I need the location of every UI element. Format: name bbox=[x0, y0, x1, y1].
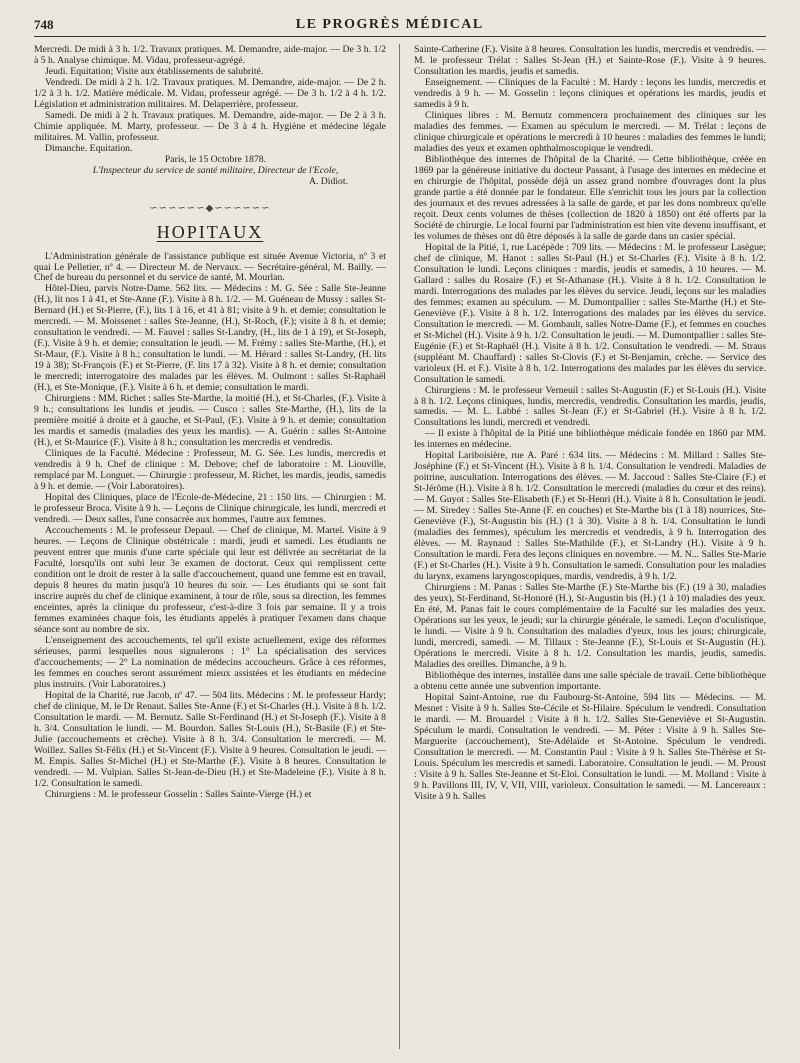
article-paragraph: Cliniques libres : M. Bernutz commencera prochainement des cliniques sur les maladies des femmes. — Examen au spéculum le mercredi. — M. Trélat : leçons de clinique chirurgicale et opérations le mercredi à 10 heures : maladies des femmes le lundi; maladies des yeux et examen ophthalmoscopique le vendredi. bbox=[414, 109, 766, 154]
section-title: HOPITAUX bbox=[156, 222, 264, 243]
page-header bbox=[34, 14, 766, 37]
column-divider bbox=[399, 44, 400, 1049]
running-title: LE PROGRÈS MÉDICAL bbox=[295, 17, 484, 32]
article-paragraph: Hopital de la Charité, rue Jacob, nº 47. — 504 lits. Médecins : M. le professeur Hardy; chef de clinique, M. le Dr Renaut. Salles Ste-Anne (F.) et St-Charles (H.). Visite à 8 h. 1/2. Consultation le mardi. — M. Bernutz. Salle St-Ferdinand (H.) et St-Joseph (F.). Visite à 8 h. 3/4. Consultation le lundi. — M. Bourdon. Salles St-Louis (H.), St-Basile (F.) et Ste-Julie (accouchements et crèche). Visite à 8 h. 3/4. Consultation le mercredi. — M. Woillez. Salles St-Félix (H.) et St-Vincent (F.). Visite à 9 heures. Consultation le jeudi. — M. Empis. Salles St-Michel (H.) et Ste-Marthe (F.). Visite à 8 heures. Consultation le vendredi. — M. Vulpian. Salles St-Jean-de-Dieu (H.) et Ste-Madeleine (F.). Visite à 8 h. 1/2. Consultation le samedi. bbox=[34, 689, 386, 789]
article-paragraph: Chirurgiens : M. le professeur Gosselin : Salles Sainte-Vierge (H.) et bbox=[45, 788, 312, 800]
section-ornament: ∽∽∽∽∽∽◆∽∽∽∽∽∽ bbox=[149, 202, 271, 214]
schedule-paragraph: Vendredi. De midi à 2 h. 1/2. Travaux pratiques. M. Demandre, aide-major. — De 2 h. 1/2 à 3 h. 1/2. Matière médicale. M. Vidau, professeur agrégé. — De 3 h. 1/2 à 4 h. 1/2. Législation et administration militaires. M. Delaperrière, professeur. bbox=[34, 76, 386, 110]
article-paragraph: Accouchements : M. le professeur Depaul. — Chef de clinique, M. Martel. Visite à 9 heures. — Leçons de Clinique obstétricale : mardi, jeudi et samedi. Les étudiants ne peuvent entrer que munis d'une carte spéciale qui leur est délivrée au secrétariat de la Faculté, lorsqu'ils ont subi leur 3e examen de doctorat. Ceux qui remplissent cette condition ont le droit de rester à la salle d'accouchement, quand une femme est en travail, depuis 8 heures du matin jusqu'à 10 heures du soir. — Les étudiants qui se sont fait inscrire auprès du chef de clinique examinent, à tour de rôle, sous sa direction, les femmes enceintes, après la clinique du professeur, c'est-à-dire 3 fois par semaine. Il y a trois femmes examinées chaque fois, les étudiants appelés à pratiquer l'examen dans chaque séance sont au nombre de six. bbox=[34, 525, 386, 635]
left-column bbox=[34, 44, 386, 1049]
article-paragraph: Chirurgiens : M. le professeur Verneuil : salles St-Augustin (F.) et St-Louis (H.). Visite à 8 h. 1/2. Leçons cliniques, lundis, mercredis, vendredis. Consultation les mardis, jeudis, samedis. — M. L. Labbé : salles St-Jean (F.) et St-Gabriel (H.). Visite à 8 h. 1/2. Consultations les lundi, mercredi et vendredi. bbox=[414, 384, 766, 429]
article-paragraph: Hopital de la Pitié, 1, rue Lacépède : 709 lits. — Médecins : M. le professeur Lasègue; chef de clinique, M. Hanot : salles St-Paul (H.) et St-Charles (F.). Visite à 8 h. 1/2. Consultation le lundi. Leçons cliniques : mardis, jeudis et samedis, à 10 heures. — M. Gallard : salles du Rosaire (F.) et St-Athanase (H.). Visite à 8 h. 1/2. Consultation le mardi. Interrogations des malades par les élèves du service. Jeudi, leçons sur les maladies des femmes; examen au spéculum. — M. Dumontpallier : salles Ste-Marthe (H.) et Ste-Geneviève (F.). Visite à 8 h. 1/2. Interrogations des malades par les élèves du service. Consultation le mercredi. — M. Gombault, salles Notre-Dame (F.), et femmes en couches et St-Michel (H.). Visite à 9 h. 1/2. Consultation le jeudi. — M. Dumontpallier : salles Ste-Eugénie (F.) et St-Raphaël (H.). Visite à 8 h. 1/2. Consultation le vendredi. — M. Straus (suppléant M. Chauffard) : salles St-Clovis (F.) et St-Benjamin, crèche. — Service des varioleux (H. et F.). Visite à 8 h. 1/2. Interrogations des malades par les élèves du service. Consultation le samedi. bbox=[414, 241, 766, 385]
article-paragraph: L'Administration générale de l'assistance publique est située Avenue Victoria, nº 3 et quai Le Pelletier, nº 4. — Directeur M. de Nervaux. — Secrétaire-général, M. Bailly. — Chef de bureau du personnel et du service de santé, M. Mourlan. bbox=[34, 250, 386, 284]
article-paragraph: Hopital Lariboisière, rue A. Paré : 634 lits. — Médecins : M. Millard : Salles Ste-Joséphine (F.) et St-Vincent (H.). Visite à 8 h. 1/4. Consultation le vendredi. Maladies de poitrine, auscultation. Interrogations des élèves. — M. Jaccoud : Salles Ste-Claire (F.) et St-Jérôme (H.). Visite à 8 h. 1/2. Consultation le mercredi (maladies du cœur et des reins). — M. Guyot : Salles Ste-Elisabeth (F.) et St-Henri (H.). Visite à 8 h. Consultation le jeudi. — M. Siredey : Salles Ste-Anne (F. en couches) et Ste-Marthe bis (1 à 18) nourrices, Ste-Geneviève (F.), St-Augustin bis (H.) (1 à 30). Visite à 8 h. 1/4. Consultation le lundi (maladies des femmes), spéculum les mercredis et vendredis, à 9 h. Interrogation des élèves. — M. Raynaud : Salles Ste-Mathilde (F.), et St-Landry (H.). Visite à 9 h. Consultation le mardi. Fera des leçons cliniques en novembre. — M. N... Salles Ste-Marie (F.) et St-Charles (H.). Visite à 9 h. Consultation le samedi. Consultation pour les maladies du larynx, examens laryngoscopiques, mardis, vendredis, à 9 h. 1/2. bbox=[414, 450, 766, 583]
article-paragraph: Hopital Saint-Antoine, rue du Faubourg-St-Antoine, 594 lits — Médecins. — M. Mesnet : Visite à 9 h. Salles Ste-Cécile et St-Hilaire. Spéculum le vendredi. Consultation le mardi. — M. Brouardel : Visite à 8 h. 1/2. Salles Ste-Geneviève et St-Augustin. Spéculum le mardi. Consultation le vendredi. — M. Péter : Visite à 9 h. Salles Ste-Marguerite (accouchement), Ste-Adélaïde et St-Antoine. Spéculum le vendredi. Consultation le mercredi. — M. Constantin Paul : Visite à 9 h. Salles Ste-Thérèse et St-Louis. Spéculum les mercredis et samedi. Laboratoire. Consultation le jeudi. — M. Proust : Visite à 9 h. Salles Ste-Jeanne et St-Eloi. Consultation le lundi. — M. Molland : Visite à 9 h. Pavillons III, IV, V, VII, VIII, varioleux. Consultation le samedi. — M. Lancereaux : Visite à 9 h. Salles bbox=[414, 692, 766, 802]
article-paragraph: Enseignement. — Cliniques de la Faculté : M. Hardy : leçons les lundis, mercredis et vendredis à 9 h. — M. Gosselin : leçons cliniques et opérations les mardis, jeudis et samedis à 9 h. bbox=[414, 76, 766, 110]
schedule-paragraph: Samedi. De midi à 2 h. Travaux pratiques. M. Demandre, aide-major. — De 2 à 3 h. Chimie appliquée. M. Marty, professeur. — De 3 à 4 h. Hygiène et médecine légale militaires. M. Vallin, professeur. bbox=[34, 109, 386, 143]
right-column bbox=[414, 44, 766, 1049]
article-paragraph: Hôtel-Dieu, parvis Notre-Dame. 562 lits. — Médecins : M. G. Sée : Salle Ste-Jeanne (H.), lit nos 1 à 41, et Ste-Anne (F.). Visite à 8 h. 1/2. — M. Guéneau de Mussy : salles St-Bernard (H.) et St-Pierre, (F.), lits 1 à 16, et 41 à 81; visite à 9 h. et demie; consultation le mercredi. — M. Moissenet : salles Ste-Jeanne, (H.), St-Roch, (F.); visite à 8 h. et demie; consultation le vendredi. — M. Fauvel : salles St-Landry, (H., lits de 1 à 19), et St-Joseph, (F.). Visite à 9 h. et demie; consultation le jeudi. — M. Frémy : salles Ste-Marthe, (H.), et St-Maur, (F.). Visite à 8 h.; consultation le lundi. — M. Hérard : salles St-Landry, (H. lits 19 à 38); St-François (F.) et St-Pierre, (F. lits 17 à 32). Visite à 8 h. et demie; consultation le mercredi; interrogatoire des malades par les élèves. M. Oulmont : salles St-Raphaël (H.), et Ste-Monique, (F.). Visite à 6 h. et demie; consultation le mardi. bbox=[34, 283, 386, 394]
article-paragraph: L'enseignement des accouchements, tel qu'il existe actuellement, exige des réformes sérieuses, parmi lesquelles nous signalerons : 1° La spécialisation des services d'accouchements; — 2° La nomination de médecins accoucheurs. Grâce à ces réformes, les femmes en couches seront assurément mieux assistées et les étudiants en médecine plus instruits. (Voir Laboratoires.) bbox=[34, 634, 386, 690]
article-paragraph: Bibliothèque des internes, installée dans une salle spéciale de travail. Cette bibliothèque a obtenu cette année une subvention importante. bbox=[414, 670, 766, 693]
signature-date: Paris, le 15 Octobre 1878. bbox=[164, 153, 267, 165]
signature-name: A. Didiot. bbox=[308, 175, 348, 187]
article-paragraph: Cliniques de la Faculté. Médecine : Professeur, M. G. Sée. Les lundis, mercredis et vendredis à 9 h. Chef de clinique : M. Debove; chef de laboratoire : M. Liouville, remplacé par M. Longuet. — Chirurgie : professeur, M. Richet, les mardis, jeudis, samedis à 9 h. et demie. — (Voir Laboratoires). bbox=[34, 448, 386, 493]
schedule-paragraph: Mercredi. De midi à 3 h. 1/2. Travaux pratiques. M. Demandre, aide-major. — De 3 h. 1/2 à 5 h. Analyse chimique. M. Vidau, professeur-agrégé. bbox=[34, 44, 386, 66]
article-paragraph: Sainte-Catherine (F.). Visite à 8 heures. Consultation les lundis, mercredis et vendredis. — M. le professeur Trélat : Salles St-Jean (H.) et Sainte-Rose (F.). Visite à 9 heures. Consultation les mardis, jeudis et samedis. bbox=[414, 44, 766, 77]
signature-title: L'Inspecteur du service de santé militaire, Directeur de l'Ecole, bbox=[92, 164, 339, 176]
article-paragraph: Hopital des Cliniques, place de l'Ecole-de-Médecine, 21 : 150 lits. — Chirurgien : M. le professeur Broca. Visite à 9 h. — Leçons de Clinique chirurgicale, les lundi, mercredi et vendredi. — Deux salles, l'une consacrée aux hommes, l'autre aux femmes. bbox=[34, 492, 386, 526]
schedule-paragraph: Jeudi. Equitation; Visite aux établissements de salubrité. bbox=[45, 65, 264, 77]
page-number: 748 bbox=[34, 17, 54, 32]
article-paragraph: Chirurgiens : MM. Richet : salles Ste-Marthe, la moitié (H.), et St-Charles, (F.). Visite à 9 h.; consultations les lundis et jeudis. — Cusco : salles Ste-Marthe, (H.), lits de la première moitié à droite et à gauche, et St-Paul, (F.). Visite à 9 h. et demie; consultation les mardis et samedis (maladies des yeux les mardis). — A. Guérin : salles St-Antoine (H.), et St-Maurice (F.). Visite à 8 h.; consultation les mercredis et vendredis. bbox=[34, 393, 386, 449]
article-paragraph: — Il existe à l'hôpital de la Pitié une bibliothèque médicale fondée en 1860 par MM. les internes en médecine. bbox=[414, 428, 766, 451]
schedule-paragraph: Dimanche. Equitation. bbox=[45, 142, 133, 154]
article-paragraph: Chirurgiens : M. Panas : Salles Ste-Marthe (F.) Ste-Marthe bis (F.) (19 à 30, maladies des yeux), St-Ferdinand, St-Honoré (H.), St-Augustin bis (H.) (1 à 10) maladies des yeux. En été, M. Panas fait le cours complémentaire de la Faculté sur les maladies des yeux. Opérations sur les yeux, le jeudi; sur la chirurgie générale, le samedi. Leçon d'oculistique, le lundi. — Visite à 9 h. Consultation des maladies d'yeux, tous les jours; chirurgicale, lundi, mercredi, samedi. — M. Tillaux : Ste-Jeanne (F.), St-Louis et St-Augustin (H.). Opérations le mercredi. Visite à 8 h. 1/2. Consultation les mardis, jeudis, samedis. Maladies des oreilles. Dimanche, à 9 h. bbox=[414, 582, 766, 671]
article-paragraph: Bibliothèque des internes de l'hôpital de la Charité. — Cette bibliothèque, créée en 1869 par la généreuse initiative du docteur Passant, à l'usage des internes en médecine et en chirurgie de l'hôpital, possède déjà un assez grand nombre d'ouvrages dont la plus grande partie a été donnée par le fondateur. Elle s'enrichit tous les jours par la collection des journaux et des revues adressées à la salle de garde, et par les dons nombreux qu'elle reçoit. Deux cents volumes de thèses (collection de 1820 à 1850) ont été offerts par la Société de chirurgie. Le local fourni par l'administration est bien vite devenu insuffisant, et les volumes de thèses ont dû être déposés à la salle de garde dans un casier spécial. bbox=[414, 153, 766, 242]
